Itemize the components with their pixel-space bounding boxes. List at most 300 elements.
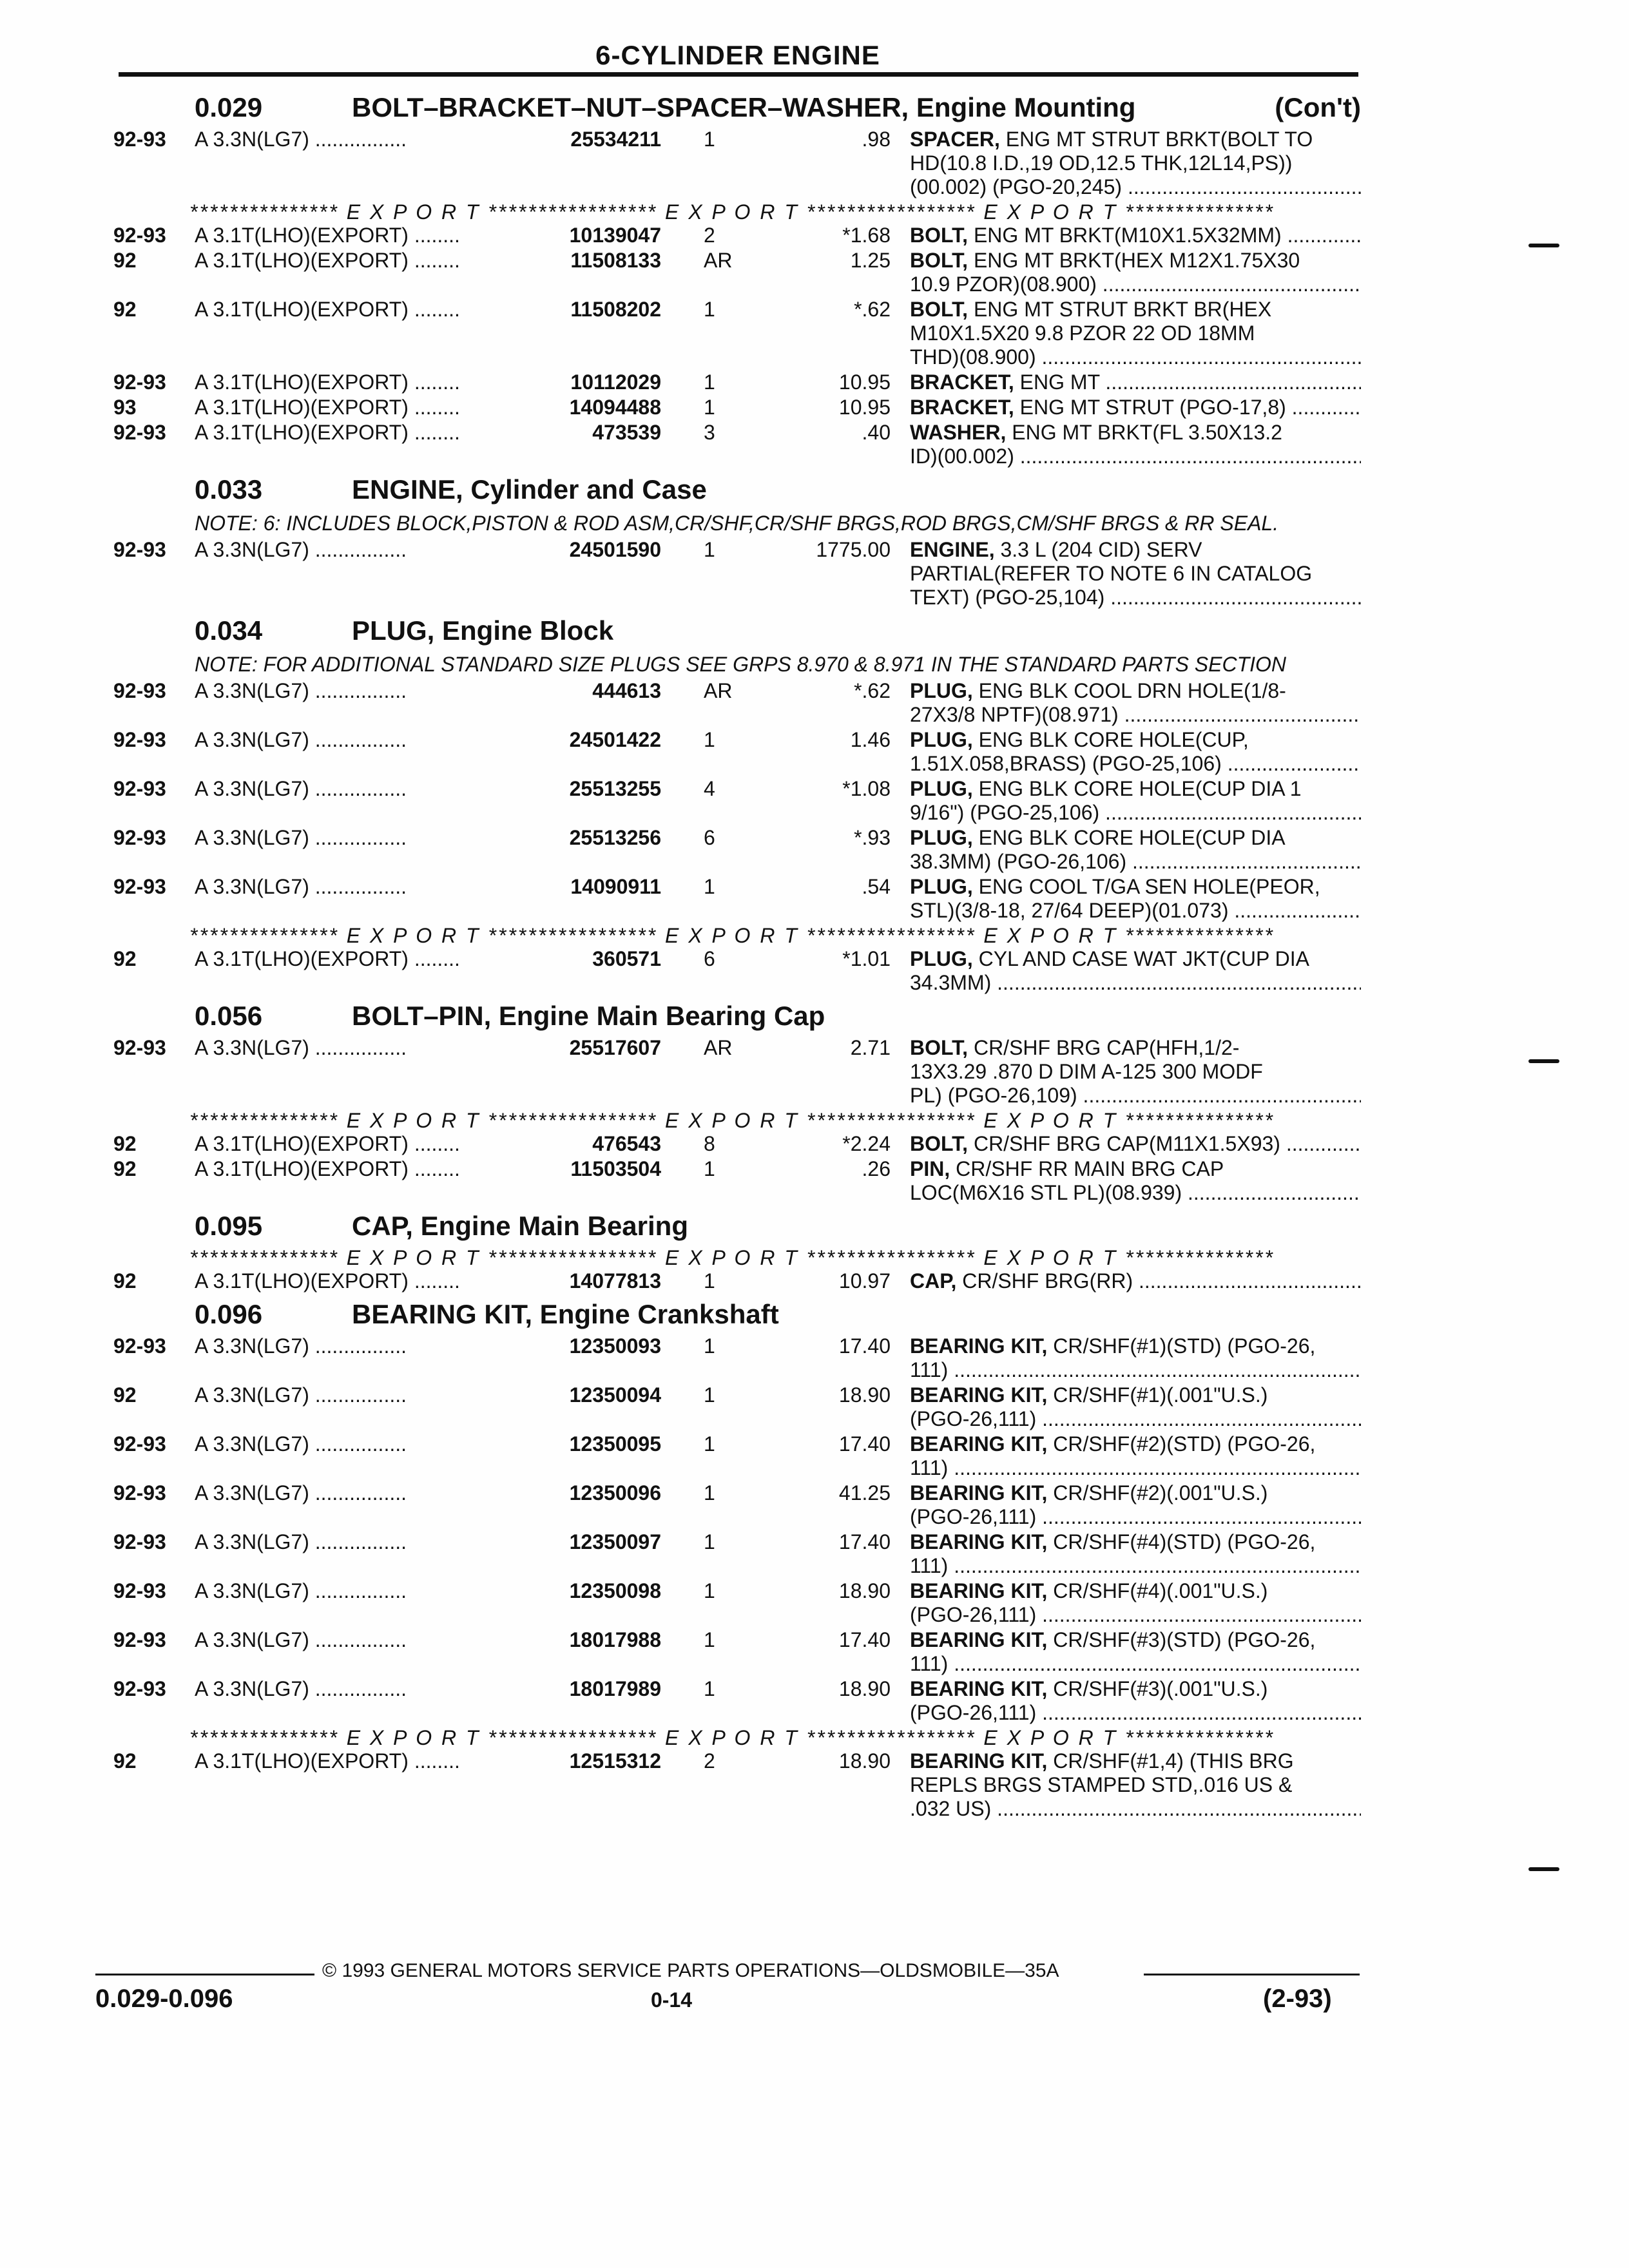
price: 18.90	[838, 1677, 891, 1700]
part-number: 360571	[592, 947, 661, 970]
model-years: 92	[113, 947, 137, 970]
part-description	[910, 421, 1361, 468]
part-name: PLUG,	[910, 875, 973, 898]
part-number: 25517607	[569, 1036, 661, 1059]
engine-model: A 3.1T(LHO)(EXPORT) ........	[195, 1157, 460, 1180]
model-years: 92	[113, 1269, 137, 1293]
description-text: (PGO-26,111)	[910, 1603, 1037, 1626]
description-text: CR/SHF BRG CAP(HFH,1/2-	[968, 1036, 1240, 1059]
description-line	[910, 947, 1361, 971]
quantity: 1	[704, 1677, 715, 1700]
description-line	[910, 1505, 1361, 1529]
model-years: 92-93	[113, 875, 166, 898]
part-row	[113, 298, 1361, 369]
part-row	[113, 679, 1361, 727]
price: *1.08	[842, 777, 891, 800]
description-line	[910, 1407, 1361, 1431]
description-line	[910, 1036, 1361, 1060]
description-line	[910, 128, 1361, 151]
export-divider: *************** E X P O R T ***************** E X P O R T ***************** E X P O R T ***************	[189, 1109, 1275, 1132]
quantity: 8	[704, 1132, 715, 1155]
engine-model: A 3.3N(LG7) ................	[195, 538, 407, 561]
part-row	[113, 1036, 1361, 1108]
price: 17.40	[838, 1334, 891, 1358]
part-row	[113, 1334, 1361, 1382]
part-name: ENGINE,	[910, 538, 995, 561]
description-text: ENG BLK CORE HOLE(CUP DIA 1	[972, 777, 1302, 800]
footer-date: (2-93)	[1263, 1984, 1332, 2013]
parts-sections	[113, 88, 1361, 1822]
price: .54	[862, 875, 891, 898]
part-number: 12350093	[569, 1334, 661, 1358]
description-text: .032 US)	[910, 1797, 992, 1820]
description-text: 3.3 L (204 CID) SERV	[994, 538, 1202, 561]
engine-model: A 3.1T(LHO)(EXPORT) ........	[195, 249, 460, 272]
part-name: PLUG,	[910, 679, 973, 702]
engine-model: A 3.3N(LG7) ................	[195, 1628, 407, 1651]
engine-model: A 3.3N(LG7) ................	[195, 1036, 407, 1059]
model-years: 92	[113, 298, 137, 321]
description-line	[910, 1157, 1361, 1181]
model-years: 92	[113, 1157, 137, 1180]
part-row	[113, 1628, 1361, 1676]
part-name: BEARING KIT,	[910, 1432, 1048, 1456]
quantity: 1	[704, 370, 715, 394]
part-description	[910, 1157, 1361, 1205]
quantity: AR	[704, 679, 733, 702]
part-number: 473539	[592, 421, 661, 444]
description-line	[910, 1358, 1361, 1382]
part-row	[113, 1432, 1361, 1480]
engine-model: A 3.3N(LG7) ................	[195, 875, 407, 898]
description-line	[910, 752, 1361, 776]
price: *2.24	[842, 1132, 891, 1155]
export-divider: *************** E X P O R T ***************** E X P O R T ***************** E X P O R T ***************	[189, 1246, 1275, 1269]
model-years: 92	[113, 1132, 137, 1155]
model-years: 92-93	[113, 1628, 166, 1651]
part-number: 18017988	[569, 1628, 661, 1651]
description-text: 111)	[910, 1456, 949, 1479]
description-text: PARTIAL(REFER TO NOTE 6 IN CATALOG	[910, 562, 1313, 585]
description-line	[910, 1132, 1361, 1156]
model-years: 92	[113, 249, 137, 272]
section-title: CAP, Engine Main Bearing	[352, 1211, 688, 1241]
description-text: CR/SHF(#2)(STD) (PGO-26,	[1047, 1432, 1316, 1456]
engine-model: A 3.1T(LHO)(EXPORT) ........	[195, 421, 460, 444]
quantity: 1	[704, 1383, 715, 1407]
description-line	[910, 345, 1361, 369]
part-number: 25534211	[570, 128, 661, 151]
part-name: PLUG,	[910, 826, 973, 849]
description-text: ENG COOL T/GA SEN HOLE(PEOR,	[972, 875, 1320, 898]
description-text: 1.51X.058,BRASS) (PGO-25,106)	[910, 752, 1222, 775]
export-divider: *************** E X P O R T ***************** E X P O R T ***************** E X P O R T ***************	[189, 1726, 1275, 1749]
description-line	[910, 1181, 1361, 1205]
quantity: 1	[704, 1432, 715, 1456]
price: 1.25	[850, 249, 891, 272]
description-line	[910, 679, 1361, 703]
part-description	[910, 128, 1361, 199]
part-description	[910, 298, 1361, 369]
description-text: REPLS BRGS STAMPED STD,.016 US &	[910, 1773, 1293, 1796]
part-description	[910, 1481, 1361, 1529]
description-text: STL)(3/8-18, 27/64 DEEP)(01.073)	[910, 899, 1229, 922]
part-row	[113, 1132, 1361, 1156]
description-text: CR/SHF(#2)(.001"U.S.)	[1047, 1481, 1268, 1504]
section-heading	[113, 470, 1361, 510]
model-years: 92-93	[113, 777, 166, 800]
model-years: 92-93	[113, 1530, 166, 1553]
model-years: 92	[113, 1749, 137, 1773]
price: .40	[862, 421, 891, 444]
quantity: 1	[704, 1157, 715, 1180]
section-heading	[113, 1206, 1361, 1246]
part-row	[113, 1530, 1361, 1578]
description-line	[910, 370, 1361, 394]
quantity: 1	[704, 1481, 715, 1504]
margin-mark	[1528, 1059, 1559, 1063]
part-number: 14077813	[569, 1269, 661, 1293]
part-name: BRACKET,	[910, 396, 1014, 419]
part-number: 18017989	[569, 1677, 661, 1700]
description-text: (PGO-26,111)	[910, 1505, 1037, 1528]
engine-model: A 3.3N(LG7) ................	[195, 1383, 407, 1407]
description-line	[910, 562, 1361, 586]
section-number: 0.033	[195, 474, 263, 505]
description-text: 34.3MM)	[910, 971, 992, 994]
engine-model: A 3.1T(LHO)(EXPORT) ........	[195, 396, 460, 419]
section-0-033	[113, 470, 1361, 610]
engine-model: A 3.1T(LHO)(EXPORT) ........	[195, 298, 460, 321]
part-name: BEARING KIT,	[910, 1579, 1048, 1602]
part-number: 11508202	[570, 298, 661, 321]
description-line	[910, 1652, 1361, 1676]
part-description	[910, 396, 1361, 419]
price: .26	[862, 1157, 891, 1180]
description-text: HD(10.8 I.D.,19 OD,12.5 THK,12L14,PS))	[910, 151, 1293, 175]
margin-mark	[1528, 1867, 1559, 1871]
price: *.62	[854, 679, 891, 702]
engine-model: A 3.3N(LG7) ................	[195, 1579, 407, 1602]
price: 1775.00	[816, 538, 891, 561]
description-text: LOC(M6X16 STL PL)(08.939)	[910, 1181, 1182, 1204]
footer-rule-left	[95, 1974, 314, 1975]
part-description	[910, 1383, 1361, 1431]
description-text: (PGO-26,111)	[910, 1701, 1037, 1724]
part-name: BEARING KIT,	[910, 1481, 1048, 1504]
export-divider: *************** E X P O R T ***************** E X P O R T ***************** E X P O R T ***************	[189, 924, 1275, 947]
description-line	[910, 1797, 1361, 1821]
description-line	[910, 249, 1361, 273]
part-number: 444613	[592, 679, 661, 702]
description-line	[910, 421, 1361, 445]
description-text: CR/SHF BRG(RR)	[956, 1269, 1133, 1293]
description-text: TEXT) (PGO-25,104)	[910, 586, 1105, 609]
description-text: (00.002) (PGO-20,245)	[910, 175, 1123, 198]
description-line	[910, 826, 1361, 850]
description-text: ENG MT	[1014, 370, 1100, 394]
section-title: BOLT–BRACKET–NUT–SPACER–WASHER, Engine Mounting	[352, 92, 1136, 122]
engine-model: A 3.3N(LG7) ................	[195, 1677, 407, 1700]
part-description	[910, 249, 1361, 296]
part-description	[910, 826, 1361, 874]
engine-model: A 3.1T(LHO)(EXPORT) ........	[195, 947, 460, 970]
price: 41.25	[838, 1481, 891, 1504]
engine-model: A 3.1T(LHO)(EXPORT) ........	[195, 1749, 460, 1773]
model-years: 92-93	[113, 538, 166, 561]
part-row	[113, 875, 1361, 923]
part-name: BRACKET,	[910, 370, 1014, 394]
model-years: 92-93	[113, 224, 166, 247]
description-line	[910, 224, 1361, 247]
part-row	[113, 1481, 1361, 1529]
quantity: 1	[704, 1334, 715, 1358]
quantity: 1	[704, 1530, 715, 1553]
section-0-056	[113, 996, 1361, 1205]
price: 10.95	[838, 396, 891, 419]
part-number: 25513256	[569, 826, 661, 849]
description-text: ENG MT BRKT(FL 3.50X13.2	[1006, 421, 1282, 444]
section-number: 0.034	[195, 615, 263, 646]
description-text: 27X3/8 NPTF)(08.971)	[910, 703, 1119, 726]
part-number: 10139047	[569, 224, 661, 247]
description-text: ENG MT STRUT BRKT(BOLT TO	[999, 128, 1313, 151]
model-years: 92-93	[113, 826, 166, 849]
model-years: 92-93	[113, 1677, 166, 1700]
description-line	[910, 273, 1361, 296]
description-line	[910, 1481, 1361, 1505]
description-line	[910, 1677, 1361, 1701]
description-text: CR/SHF(#1)(STD) (PGO-26,	[1047, 1334, 1316, 1358]
price: *.62	[854, 298, 891, 321]
part-name: BEARING KIT,	[910, 1530, 1048, 1553]
description-text: 111)	[910, 1358, 949, 1381]
description-text: CR/SHF(#4)(STD) (PGO-26,	[1047, 1530, 1316, 1553]
quantity: 3	[704, 421, 715, 444]
description-line	[910, 728, 1361, 752]
description-line	[910, 1269, 1361, 1293]
description-line	[910, 801, 1361, 825]
description-text: M10X1.5X20 9.8 PZOR 22 OD 18MM	[910, 322, 1255, 345]
description-line	[910, 1383, 1361, 1407]
engine-model: A 3.3N(LG7) ................	[195, 1432, 407, 1456]
description-text: CR/SHF(#1)(.001"U.S.)	[1047, 1383, 1268, 1407]
engine-model: A 3.3N(LG7) ................	[195, 826, 407, 849]
description-text: CR/SHF(#3)(STD) (PGO-26,	[1047, 1628, 1316, 1651]
description-text: ENG BLK CORE HOLE(CUP,	[972, 728, 1249, 751]
price: 18.90	[838, 1579, 891, 1602]
export-divider: *************** E X P O R T ***************** E X P O R T ***************** E X P O R T ***************	[189, 200, 1275, 224]
description-text: 9/16") (PGO-25,106)	[910, 801, 1100, 824]
part-name: BOLT,	[910, 298, 969, 321]
part-number: 11508133	[570, 249, 661, 272]
part-name: PIN,	[910, 1157, 950, 1180]
quantity: 1	[704, 1579, 715, 1602]
description-line	[910, 899, 1361, 923]
part-row	[113, 947, 1361, 995]
description-line	[910, 971, 1361, 995]
part-description	[910, 1677, 1361, 1725]
engine-model: A 3.3N(LG7) ................	[195, 679, 407, 702]
quantity: 1	[704, 128, 715, 151]
description-text: ID)(00.002)	[910, 445, 1014, 468]
part-number: 14090911	[570, 875, 661, 898]
description-text: CR/SHF(#3)(.001"U.S.)	[1047, 1677, 1268, 1700]
model-years: 92-93	[113, 1481, 166, 1504]
engine-model: A 3.1T(LHO)(EXPORT) ........	[195, 1269, 460, 1293]
engine-model: A 3.3N(LG7) ................	[195, 1334, 407, 1358]
part-name: SPACER,	[910, 128, 1000, 151]
price: 18.90	[838, 1749, 891, 1773]
quantity: 4	[704, 777, 715, 800]
description-line	[910, 1773, 1361, 1797]
model-years: 92-93	[113, 1334, 166, 1358]
description-line	[910, 1628, 1361, 1652]
part-name: BOLT,	[910, 224, 969, 247]
part-name: BEARING KIT,	[910, 1383, 1048, 1407]
description-text: CR/SHF BRG CAP(M11X1.5X93)	[968, 1132, 1280, 1155]
part-description	[910, 1334, 1361, 1382]
part-description	[910, 1036, 1361, 1108]
part-name: BEARING KIT,	[910, 1334, 1048, 1358]
part-row	[113, 128, 1361, 199]
section-note: NOTE: 6: INCLUDES BLOCK,PISTON & ROD ASM,CR/SHF,CR/SHF BRGS,ROD BRGS,CM/SHF BRGS & RR SEAL.	[195, 512, 1279, 535]
quantity: 1	[704, 538, 715, 561]
quantity: 2	[704, 224, 715, 247]
part-name: BOLT,	[910, 1132, 969, 1155]
price: *.93	[854, 826, 891, 849]
part-name: BOLT,	[910, 1036, 969, 1059]
continued-label: (Con't)	[1275, 92, 1361, 122]
price: 17.40	[838, 1432, 891, 1456]
model-years: 92-93	[113, 1579, 166, 1602]
price: 10.95	[838, 370, 891, 394]
price: *1.01	[842, 947, 891, 970]
section-0-034	[113, 611, 1361, 995]
section-title: ENGINE, Cylinder and Case	[352, 474, 707, 505]
page-title: 6-CYLINDER ENGINE	[595, 40, 880, 70]
description-text: CYL AND CASE WAT JKT(CUP DIA	[972, 947, 1309, 970]
part-row	[113, 1157, 1361, 1205]
part-row	[113, 826, 1361, 874]
quantity: 1	[704, 1628, 715, 1651]
part-number: 12350094	[569, 1383, 661, 1407]
description-line	[910, 586, 1361, 610]
description-line	[910, 445, 1361, 468]
part-name: BEARING KIT,	[910, 1677, 1048, 1700]
price: 1.46	[850, 728, 891, 751]
quantity: 6	[704, 826, 715, 849]
price: 10.97	[838, 1269, 891, 1293]
quantity: 1	[704, 396, 715, 419]
price: .98	[862, 128, 891, 151]
section-number: 0.056	[195, 1001, 263, 1031]
quantity: 1	[704, 875, 715, 898]
model-years: 92-93	[113, 1036, 166, 1059]
description-line	[910, 151, 1361, 175]
section-heading	[113, 1294, 1361, 1334]
description-line	[910, 1456, 1361, 1480]
description-line	[910, 1432, 1361, 1456]
quantity: 1	[704, 728, 715, 751]
section-heading	[113, 88, 1361, 128]
description-text: CR/SHF RR MAIN BRG CAP	[950, 1157, 1224, 1180]
part-description	[910, 224, 1361, 247]
description-text: ENG BLK COOL DRN HOLE(1/8-	[972, 679, 1286, 702]
part-description	[910, 875, 1361, 923]
part-number: 12350097	[569, 1530, 661, 1553]
description-line	[910, 538, 1361, 562]
part-row	[113, 224, 1361, 247]
engine-model: A 3.3N(LG7) ................	[195, 1481, 407, 1504]
part-name: BEARING KIT,	[910, 1749, 1048, 1773]
price: 18.90	[838, 1383, 891, 1407]
quantity: 2	[704, 1749, 715, 1773]
description-line	[910, 1334, 1361, 1358]
footer-section-range: 0.029-0.096	[95, 1984, 233, 2013]
part-description	[910, 1749, 1361, 1821]
part-number: 476543	[592, 1132, 661, 1155]
quantity: AR	[704, 1036, 733, 1059]
description-text: PL) (PGO-26,109)	[910, 1084, 1077, 1107]
footer-page-number: 0-14	[651, 1988, 693, 2012]
description-text: ENG MT STRUT (PGO-17,8)	[1014, 396, 1286, 419]
description-line	[910, 1701, 1361, 1725]
engine-model: A 3.1T(LHO)(EXPORT) ........	[195, 370, 460, 394]
part-name: PLUG,	[910, 728, 973, 751]
part-number: 12350096	[569, 1481, 661, 1504]
part-name: BEARING KIT,	[910, 1628, 1048, 1651]
section-0-029	[113, 88, 1361, 468]
model-years: 92-93	[113, 728, 166, 751]
price: 2.71	[850, 1036, 891, 1059]
section-number: 0.095	[195, 1211, 263, 1241]
engine-model: A 3.1T(LHO)(EXPORT) ........	[195, 224, 460, 247]
part-name: WASHER,	[910, 421, 1007, 444]
part-description	[910, 370, 1361, 394]
model-years: 92-93	[113, 1432, 166, 1456]
part-name: PLUG,	[910, 947, 973, 970]
description-text: 13X3.29 .870 D DIM A-125 300 MODF	[910, 1060, 1263, 1083]
part-row	[113, 249, 1361, 296]
part-description	[910, 1579, 1361, 1627]
part-description	[910, 679, 1361, 727]
part-description	[910, 1269, 1361, 1293]
engine-model: A 3.3N(LG7) ................	[195, 1530, 407, 1553]
part-name: BOLT,	[910, 249, 969, 272]
section-0-096	[113, 1294, 1361, 1821]
part-number: 12350098	[569, 1579, 661, 1602]
engine-model: A 3.3N(LG7) ................	[195, 777, 407, 800]
quantity: 1	[704, 298, 715, 321]
section-0-095	[113, 1206, 1361, 1293]
description-line	[910, 875, 1361, 899]
margin-mark	[1528, 244, 1559, 247]
description-text: ENG MT BRKT(HEX M12X1.75X30	[968, 249, 1300, 272]
engine-model: A 3.3N(LG7) ................	[195, 128, 407, 151]
part-row	[113, 538, 1361, 610]
part-description	[910, 777, 1361, 825]
description-line	[910, 777, 1361, 801]
part-name: PLUG,	[910, 777, 973, 800]
part-number: 24501422	[569, 728, 661, 751]
footer-rule-right	[1144, 1974, 1360, 1975]
description-line	[910, 298, 1361, 322]
description-line	[910, 703, 1361, 727]
part-row	[113, 1677, 1361, 1725]
part-number: 12350095	[569, 1432, 661, 1456]
description-text: (PGO-26,111)	[910, 1407, 1037, 1430]
